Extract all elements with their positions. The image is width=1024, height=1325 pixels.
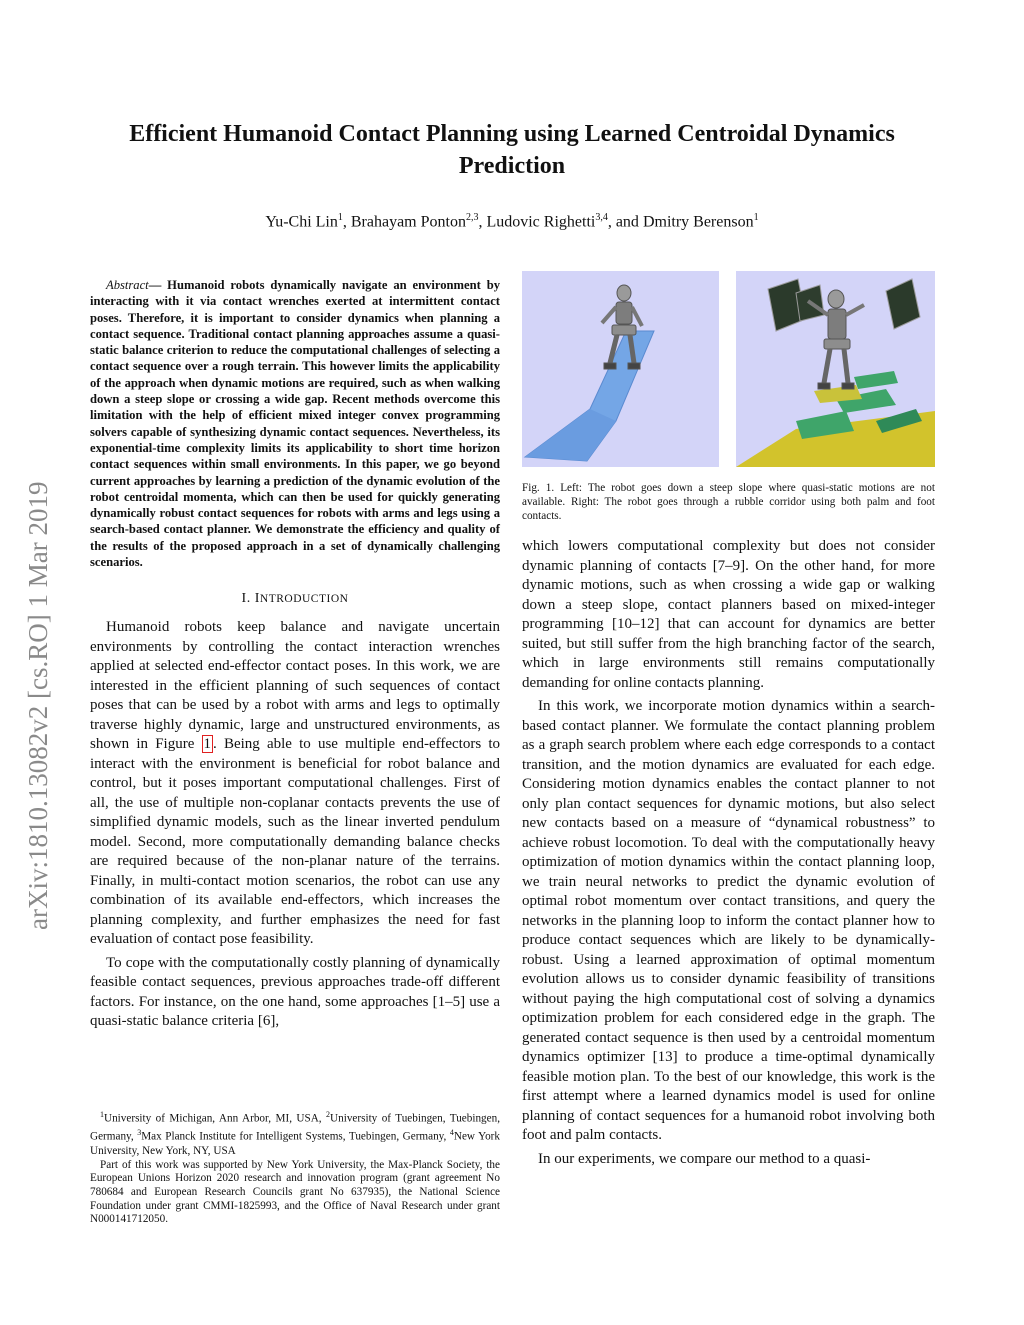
author-name: Dmitry Berenson [642, 213, 754, 231]
figure-1-right-panel [736, 271, 935, 467]
wall-panel [886, 279, 920, 329]
section-heading-introduction: I. INTRODUCTION [241, 591, 349, 607]
author-affiliation: 1 [753, 212, 759, 223]
footnotes [90, 1108, 500, 1227]
affiliations-footnote: $^1$University of Michigan, Ann Arbor, MI, USA, $^2$University of Tuebingen, Tuebingen, Germany, $^3$Max Planck Institute for Intelligent Systems, Tuebingen, Germany, $^4$New York University, New York, NY, USA [90, 1110, 500, 1157]
slope-scene-image [522, 271, 719, 467]
right-column-text [522, 537, 935, 1169]
right-column [522, 271, 935, 1173]
paper-title: Efficient Humanoid Contact Planning using Learned Centroidal Dynamics Prediction [129, 121, 895, 179]
rubble-corridor-image [736, 271, 935, 467]
author-list: Yu-Chi Lin$^1$, Brahayam Ponton$^{2,3}$, Ludovic Righetti$^{3,4}$, and Dmitry Berenson$^1$ [265, 212, 759, 231]
author-name: Brahayam Ponton [350, 213, 466, 231]
author-affiliation: 2,3 [465, 212, 479, 223]
right-paragraph-1: which lowers computational complexity but does not consider dynamic planning of contacts [7–9]. On the other hand, for more dynamic motions, such as when crossing a wide gap or walking down a steep slope, contact planners based on mixed-integer programming [10–12] that can account for dynamics are better suited, but still suffer from the high branching factor of the search, which in large environments still remains computationally demanding for online contacts planning. [522, 538, 935, 691]
figure-1-caption: Fig. 1. Left: The robot goes down a steep slope where quasi-static motions are not available. Right: The robot goes through a rubble corridor using both palm and foot contacts. [522, 482, 935, 522]
robot-figure [808, 290, 864, 389]
abstract: Abstract— Humanoid robots dynamically navigate an environment by interacting with it via contact wrenches exerted at intermittent contact poses. Therefore, it is important to consider dynamics when planning a contact sequence. Traditional contact planning approaches assume a quasi-static balance criterion to reduce the computational challenges of selecting a contact sequence over a rough terrain. This however limits the applicability of the approach when dynamic motions are required, such as when walking down a steep slope or crossing a wide gap. Recent methods overcome this limitation with the help of efficient mixed integer convex programming solvers capable of synthesizing dynamic contact sequences. Nevertheless, its exponential-time complexity limits its applicability to short time horizon contact sequences within small environments. In this paper, we go beyond current approaches by learning a prediction of the dynamic evolution of the robot centroidal momenta, which can then be used for quickly generating dynamically robust contact sequences for robots with arms and legs using a search-based contact planner. We demonstrate the efficiency and quality of the results of the proposed approach in a set of dynamically challenging scenarios. [90, 278, 500, 570]
funding-footnote: Part of this work was supported by New York University, the Max-Planck Society, the European Unions Horizon 2020 research and innovation program (grant agreement No 780684 and European Research Councils grant No 637935), the National Science Foundation under grant CMMI-1825993, and the Office of Naval Research under grant N000141712050. [90, 1158, 500, 1226]
intro-paragraph-1: Humanoid robots keep balance and navigate uncertain environments by controlling the contact interaction wrenches applied at selected end-effector contact poses. In this work, we are interested in the efficient planning of such sequences of contact poses that can be used by a robot with arms and legs to optimally traverse highly dynamic, large and unstructured environments, as shown in Figure 1 . Being able to use multiple end-effectors to interact with the environment is beneficial for robot balance and control, but it poses important computational challenges. First of all, the use of multiple non-coplanar contacts prevents the use of simplified dynamic models, such as the linear inverted pendulum model. Second, more computationally demanding balance checks are required because of the non-planar nature of the terrains. Finally, in multi-contact motion scenarios, the robot can use any combination of its available end-effectors, which increases the planning complexity, and further emphasizes the need for fast evaluation of contact pose feasibility. [90, 619, 501, 948]
author-name: Yu-Chi Lin [265, 213, 338, 231]
slope-landing [525, 409, 616, 461]
abstract-text: Humanoid robots dynamically navigate an environment by interacting with it via contact wrenches exerted at intermittent contact poses. Therefore, it is important to consider dynamics when planning a contact sequence. Traditional contact planning approaches assume a quasi-static balance criterion to reduce the computational challenges of selecting a contact sequence over a rough terrain. This however limits the applicability of the approach when dynamic motions are required, such as when walking down a steep slope or crossing a wide gap. Recent methods overcome this limitation with the help of efficient mixed integer convex programming solvers capable of synthesizing dynamic contact sequences. Nevertheless, its exponential-time complexity limits its applicability to short time horizon contact sequences within small environments. In this paper, we go beyond current approaches by learning a prediction of the dynamic evolution of the robot centroidal momenta, which can then be used for quickly generating dynamically robust contact sequences for robots with arms and legs using a search-based contact planner. We demonstrate the efficiency and quality of the results of the proposed approach in a set of dynamically challenging scenarios. [90, 278, 500, 570]
author-affiliation: 1 [337, 212, 343, 223]
right-paragraph-2: In this work, we incorporate motion dynamics within a search-based contact planner. We formulate the contact planning problem as a graph search problem where each edge corresponds to a contact transition, and the motion dynamics are evaluated for each edge. Considering motion dynamics enables the contact planner to not only plan contact sequences for dynamic motions, but also select new contacts based on a measure of “dynamical robustness” to achieve robust locomotion. To deal with the computationally heavy optimization of motion dynamics within the contact planning loop, we train neural networks to predict the dynamic evolution of optimal robot momentum over contact transitions, and query the networks in the planning loop to inform the contact planner how to produce contact sequences which are likely to be dynamically-robust. Using a learned approximation of optimal momentum evolution allows us to consider dynamic feasibility of transitions without paying the high computational cost of solving a dynamics optimization problem for each considered edge in the graph. The generated contact sequence is then used by a centroidal momentum dynamics optimizer [13] to produce a time-optimal dynamically feasible motion plan. To the best of our knowledge, this work is the first attempt where a learned dynamics model is used for online planning of contact sequences for a humanoid robot involving both foot and palm contacts. [522, 698, 935, 1143]
left-column [90, 277, 500, 1036]
figure-1 [522, 271, 935, 467]
figure-1-left-panel [522, 271, 719, 467]
right-paragraph-3: In our experiments, we compare our method to a quasi- [538, 1150, 871, 1167]
figure-reference-link[interactable]: 1 [203, 736, 212, 753]
intro-paragraph-2: To cope with the computationally costly planning of dynamically feasible contact sequences, previous approaches trade-off different factors. For instance, on the one hand, some approaches [1–5] use a quasi-static balance criteria [6], [90, 954, 500, 1030]
author-affiliation: 3,4 [595, 212, 608, 223]
arxiv-identifier: arXiv:1810.13082v2 [cs.RO] 1 Mar 2019 [23, 481, 53, 930]
abstract-label: Abstract [106, 278, 149, 292]
author-name: Ludovic Righetti [486, 213, 596, 231]
